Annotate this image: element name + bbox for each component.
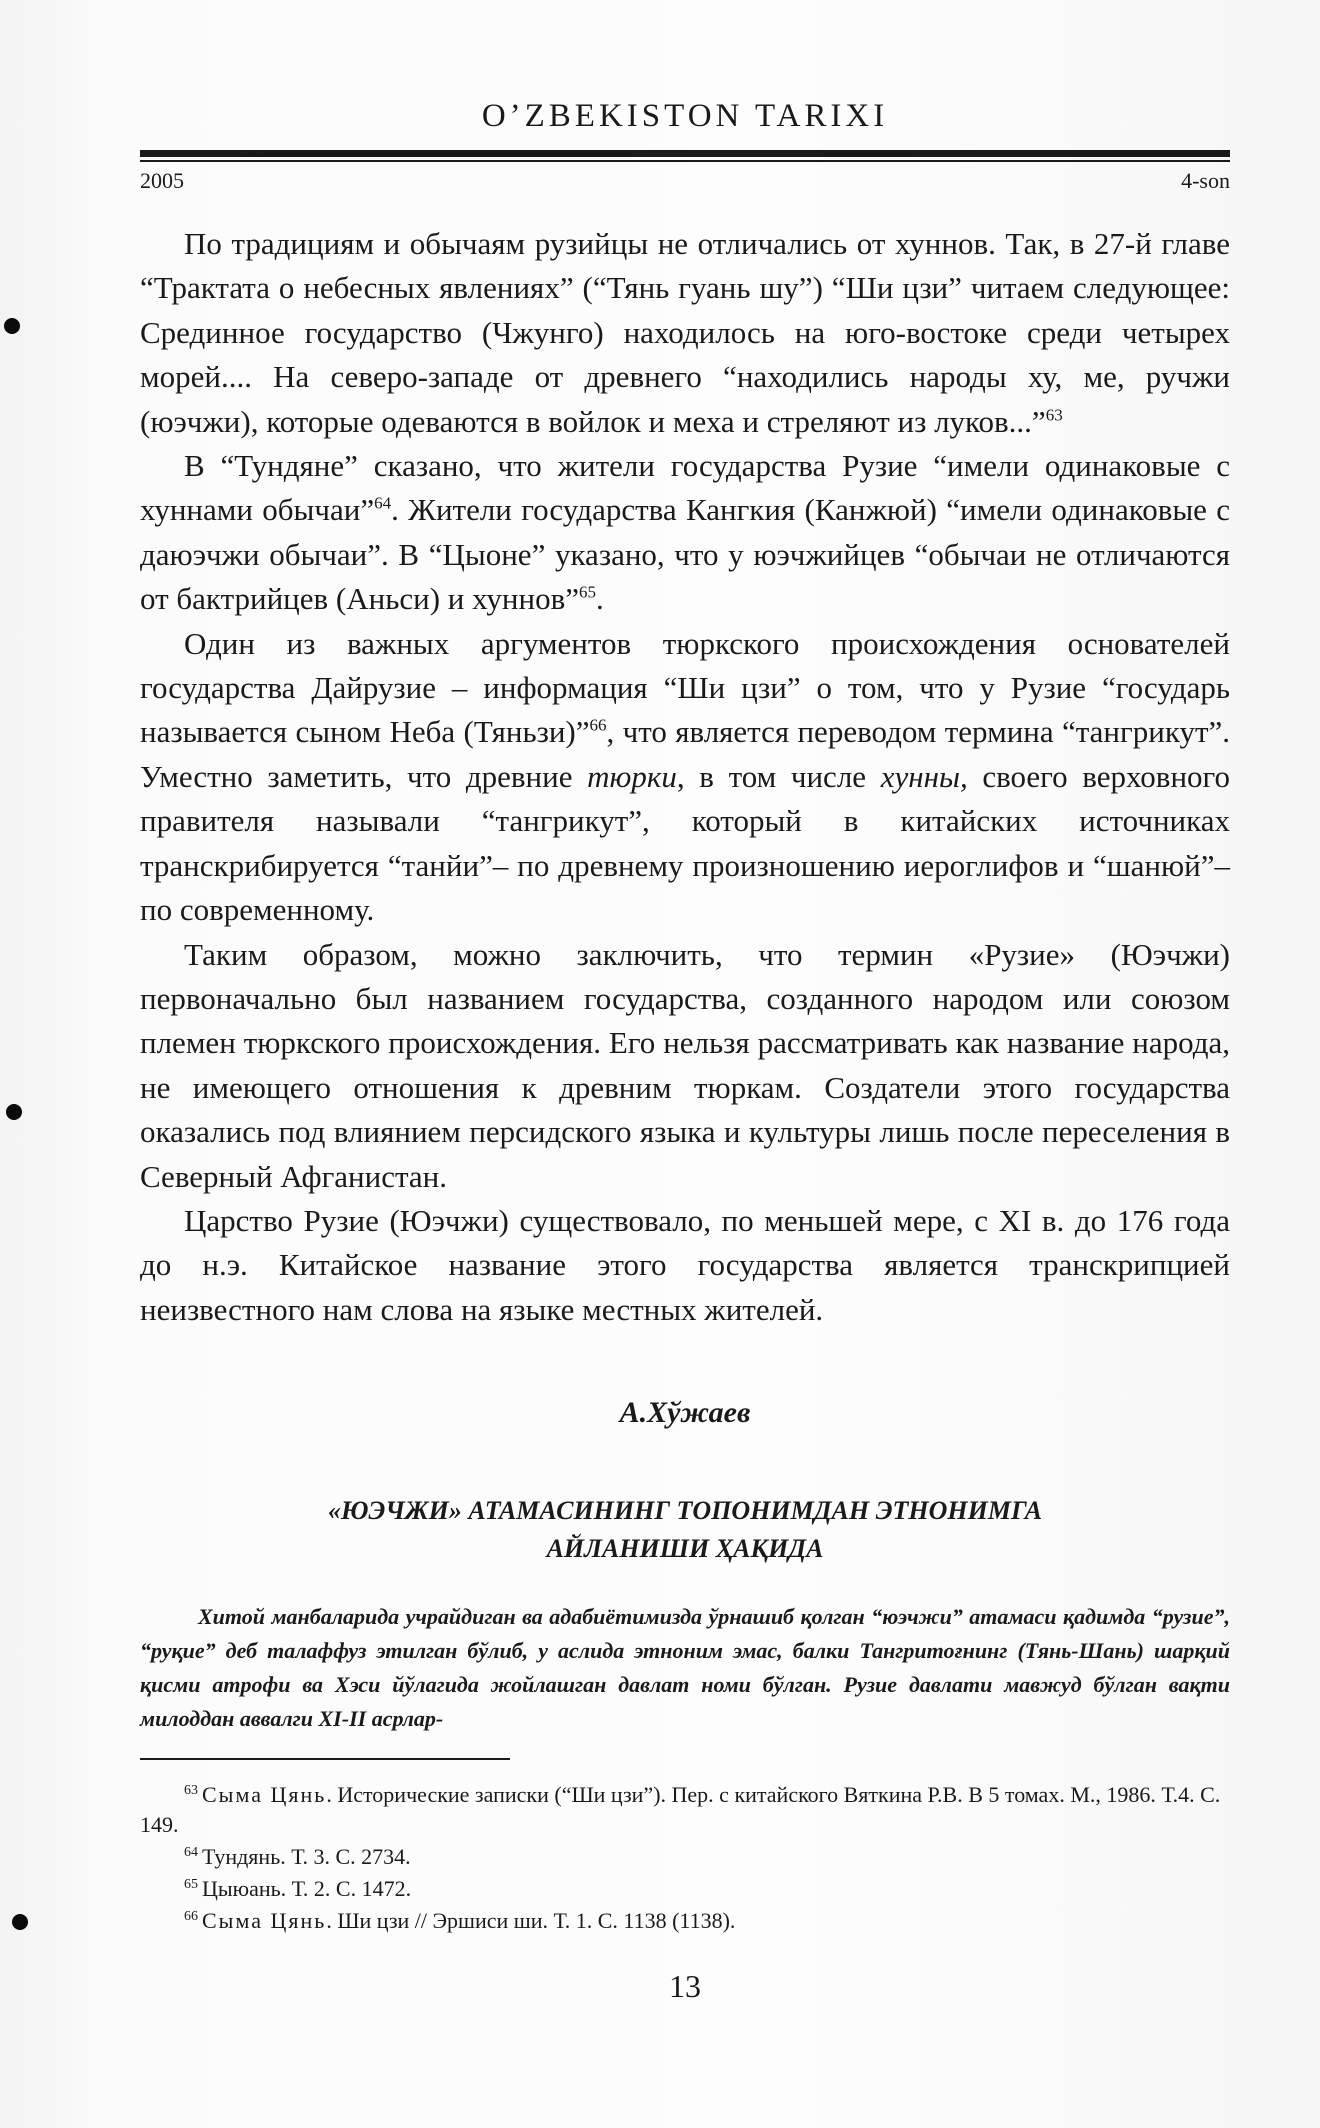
italic-term: тюрки xyxy=(587,758,677,794)
header-rule-thin xyxy=(140,160,1230,162)
article-heading xyxy=(140,1492,1230,1568)
heading-line: «ЮЭЧЖИ» АТАМАСИНИНГ ТОПОНИМДАН ЭТНОНИМГА xyxy=(327,1496,1043,1525)
footnote-text: Тундянь. Т. 3. С. 2734. xyxy=(202,1844,411,1869)
article-body xyxy=(140,222,1230,1332)
paragraph-text: своего верховного правителя называли “тангрикут”, который в китайских источниках транскрибируется “танйи”– по древнему произношению иероглифов и “шанюй”– по современному. xyxy=(140,758,1230,928)
footnote xyxy=(140,1874,1230,1904)
body-paragraph xyxy=(140,933,1230,1199)
body-paragraph xyxy=(140,444,1230,622)
footnote-ref: 65 xyxy=(579,582,597,602)
footnote-number: 64 xyxy=(184,1844,198,1860)
body-paragraph xyxy=(140,622,1230,933)
binder-hole xyxy=(12,1914,28,1930)
running-title: O’ZBEKISTON TARIXI xyxy=(481,98,889,134)
footnote-ref: 63 xyxy=(1045,405,1063,425)
heading-line: АЙЛАНИШИ ҲАҚИДА xyxy=(546,1534,824,1563)
paragraph-text: Таким образом, можно заключить, что термин «Рузие» (Юэчжи) первоначально был названием государства, созданного народом или союзом племен тюркского происхождения. Его нельзя рассматривать как название народа, не имеющего отношения к древним тюркам. Создатели этого государства оказались под влиянием персидского языка и культуры лишь после переселения в Северный Афганистан. xyxy=(140,936,1230,1194)
paragraph-text: Один из важных аргументов тюркского происхождения основателей государства Дайрузие – информация “Ши цзи” о том, что у Рузие “государь называется сыном Неба (Тяньзи)” xyxy=(140,625,1230,750)
footnote-author: Сыма Цянь xyxy=(202,1908,327,1933)
footnote-number: 66 xyxy=(184,1908,198,1924)
header-issue: 4-son xyxy=(1181,168,1230,193)
footnote-text: Цыюань. Т. 2. С. 1472. xyxy=(202,1876,412,1901)
footnote-text: . Исторические записки (“Ши цзи”). Пер. с китайского Вяткина Р.В. В 5 томах. М., 1986. Т.4. С. 149. xyxy=(140,1782,1221,1837)
footnote-text: . Ши цзи // Эршиси ши. Т. 1. С. 1138 (1138). xyxy=(326,1908,736,1933)
italic-term: хунны, xyxy=(880,758,968,794)
paragraph-text: Царство Рузие (Юэчжи) существовало, по меньшей мере, с XI в. до 176 года до н.э. Китайское название этого государства является транскрипцией неизвестного нам слова на языке местных жителей. xyxy=(140,1202,1230,1327)
page-number: 13 xyxy=(669,1968,701,2004)
footnote xyxy=(140,1780,1230,1840)
binder-hole xyxy=(6,1104,22,1120)
footnote-number: 65 xyxy=(184,1876,198,1892)
body-paragraph xyxy=(140,222,1230,444)
paragraph-text: . xyxy=(596,581,604,617)
footnotes xyxy=(140,1780,1230,1938)
paragraph-text: В “Тундяне” сказано, что жители государства Рузие “имели одинаковые с хуннами обычаи” xyxy=(140,448,1230,528)
paragraph-text: , что является переводом термина “тангрикут”. Уместно заметить, что древние xyxy=(140,714,1231,794)
binder-hole xyxy=(4,318,20,334)
footnote-ref: 64 xyxy=(374,494,392,514)
footnote-number: 63 xyxy=(184,1782,198,1798)
footnote xyxy=(140,1906,1230,1936)
paragraph-text: , в том числе xyxy=(676,758,881,794)
footnote-separator xyxy=(140,1758,510,1760)
paragraph-text: По традициям и обычаям рузийцы не отличались от хуннов. Так, в 27-й главе “Трактата о небесных явлениях” (“Тянь гуань шу”) “Ши цзи” читаем следующее: Срединное государство (Чжунго) находилось на юго-востоке среди четырех морей.... На северо-западе от древнего “находились народы ху, ме, ручжи (юэчжи), которые одеваются в войлок и меха и стреляют из луков...” xyxy=(140,226,1230,439)
paragraph-text: . Жители государства Кангкия (Канжюй) “имели одинаковые с даюэчжи обычаи”. В “Цыоне” указано, что у юэчжийцев “обычаи не отличаются от бактрийцев (Аньси) и хуннов” xyxy=(140,492,1231,617)
footnote-author: Сыма Цянь xyxy=(202,1782,327,1807)
article-abstract: Хитой манбаларида учрайдиган ва адабиётимизда ўрнашиб қолган “юэчжи” атамаси қадимда “рузие”, “руқие” деб талаффуз этилган бўлиб, у аслида этноним эмас, балки Тангритоғнинг (Тянь-Шань) шарқий қисми атрофи ва Хэси йўлагида жойлашган давлат номи бўлган. Рузие давлати мавжуд бўлган вақти милоддан аввалги XI-II асрлар- xyxy=(140,1604,1230,1731)
header-year: 2005 xyxy=(140,168,184,193)
footnote xyxy=(140,1842,1230,1872)
footnote-ref: 66 xyxy=(589,716,607,736)
body-paragraph xyxy=(140,1199,1230,1332)
header-rule xyxy=(140,150,1230,157)
author-name: А.Хўжаев xyxy=(619,1396,751,1429)
